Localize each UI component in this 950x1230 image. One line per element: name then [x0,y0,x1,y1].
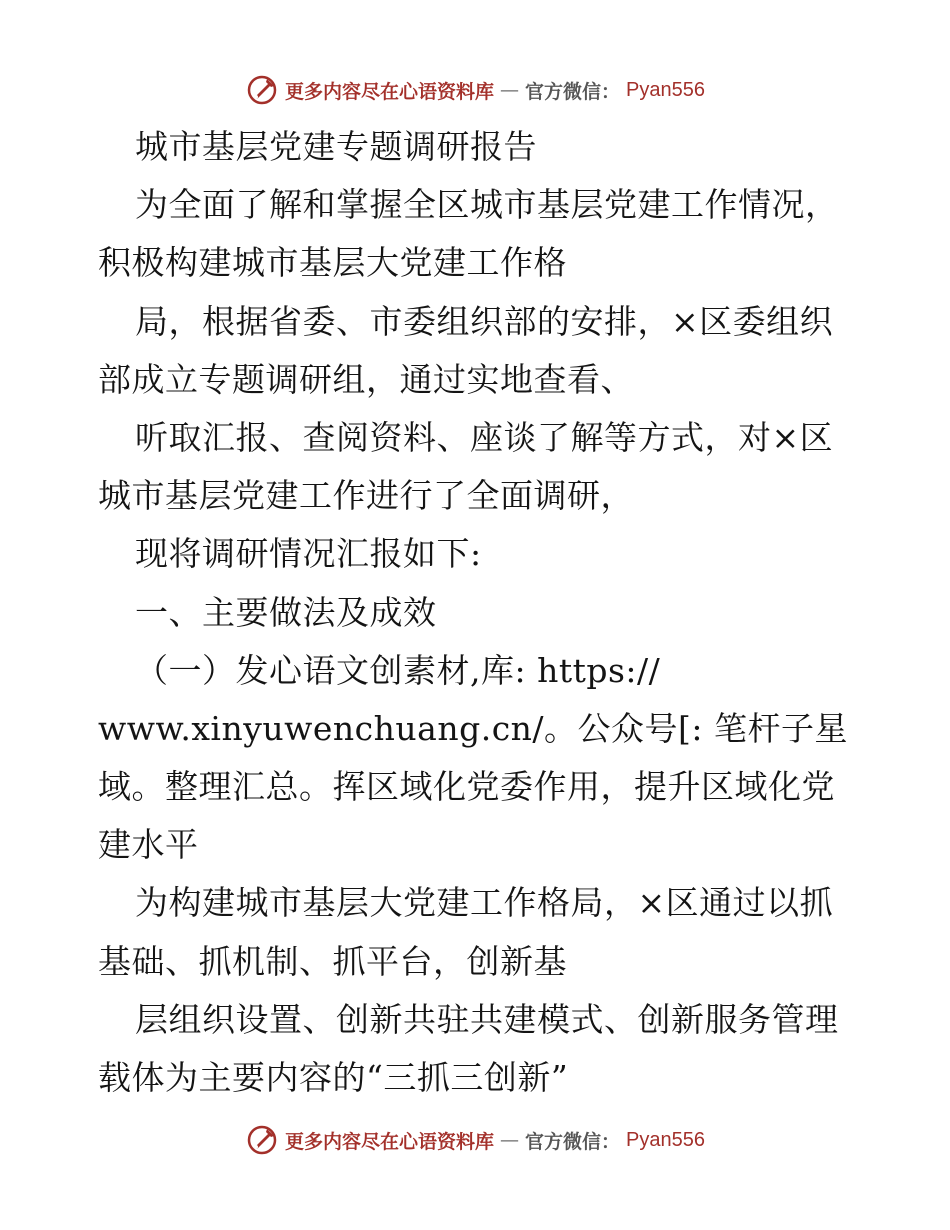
text-line: 层组织设置、创新共驻共建模式、创新服务管理 [135,999,839,1039]
text-line: 局，根据省委、市委组织部的安排，×区委组织 [135,301,834,341]
text-line: 基础、抓机制、抓平台，创新基 [98,941,567,981]
footer-banner [0,1120,950,1160]
banner-main-text: 更多内容尽在心语资料库 [285,80,495,103]
banner-wechat-id: Pyan556 [626,1128,705,1151]
text-line: 城市基层党建工作进行了全面调研， [98,476,634,516]
banner-main-text: 更多内容尽在心语资料库 [285,1130,495,1153]
text-line: 域。整理汇总。挥区域化党委作用，提升区域化党 [98,767,835,807]
quill-logo-icon [245,73,279,107]
text-line: 建水平 [98,825,199,865]
header-banner [0,70,950,110]
banner-official-label: 官方微信： [525,1130,621,1153]
text-line: 积极构建城市基层大党建工作格 [98,243,567,283]
banner-official-label: 官方微信： [525,80,621,103]
document-body [98,118,858,1107]
banner-separator: — [500,79,520,101]
text-line: 现将调研情况汇报如下: [135,534,482,574]
quill-logo-icon [245,1123,279,1157]
banner-wechat-id: Pyan556 [626,78,705,101]
text-line: 城市基层党建专题调研报告 [135,127,537,166]
text-line: （一）发心语文创素材,库: https:// [135,650,661,690]
text-line: 载体为主要内容的“三抓三创新” [98,1058,569,1097]
text-line: 一、主要做法及成效 [135,592,437,632]
text-line: www.xinyuwenchuang.cn/。公众号[: 笔杆子星 [98,708,849,748]
text-line: 为全面了解和掌握全区城市基层党建工作情况， [135,185,839,225]
text-line: 部成立专题调研组，通过实地查看、 [98,359,634,399]
banner-separator: — [500,1129,520,1151]
text-line: 听取汇报、查阅资料、座谈了解等方式，对×区 [135,417,834,457]
text-line: 为构建城市基层大党建工作格局，×区通过以抓 [135,883,834,923]
